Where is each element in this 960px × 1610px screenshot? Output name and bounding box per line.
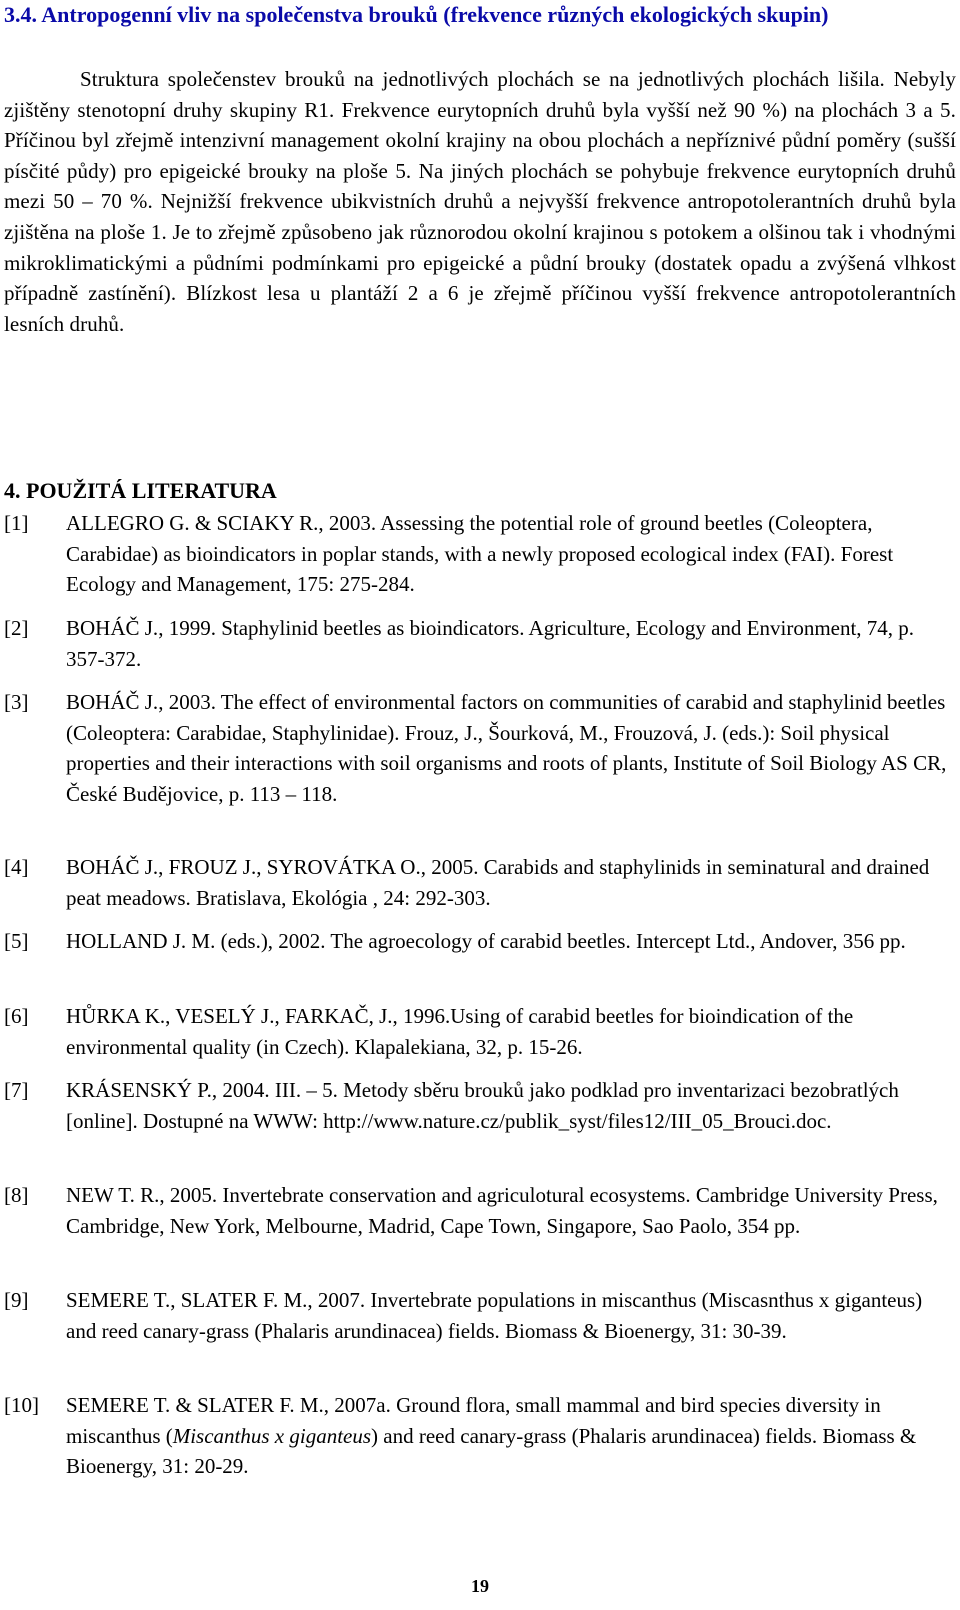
reference-number: [1]	[4, 511, 29, 535]
reference-number: [2]	[4, 616, 29, 640]
reference-text: , 2003. Assessing the potential role of ground beetles (Coleoptera, Carabidae) as bioindicators in poplar stands, with a newly proposed ecological index (FAI). Forest Ecology and Management, 175: 275-284.	[66, 511, 894, 597]
reference-number: [10]	[4, 1393, 39, 1417]
reference-text-end: ) and reed canary-grass (Phalaris arundinacea) fields. Biomass & Bioenergy, 31: 20-29.	[66, 1423, 917, 1479]
reference-5	[4, 926, 956, 957]
reference-number: [6]	[4, 1004, 29, 1028]
reference-text: , 2005. Carabids and staphylinids in seminatural and drained peat meadows. Bratislava, Ekológia , 24: 292-303.	[66, 855, 930, 910]
reference-1	[4, 508, 956, 600]
reference-authors: SEMERE T., SLATER F. M.	[66, 1288, 308, 1312]
reference-text: , 2004. III. – 5. Metody sběru brouků jako podklad pro inventarizaci bezobratlých [online]. Dostupné na WWW: http://www.nature.cz/publik_syst/files12/III_05_Brouci.doc.	[66, 1078, 899, 1133]
reference-authors: ALLEGRO G. & SCIAKY R.	[66, 511, 319, 535]
reference-number: [9]	[4, 1288, 29, 1312]
literature-heading: 4. POUŽITÁ LITERATURA	[4, 478, 277, 503]
reference-2	[4, 613, 956, 674]
reference-9	[4, 1285, 956, 1346]
reference-text: , 2005. Invertebrate conservation and agriculotural ecosystems. Cambridge University Press, Cambridge, New York, Melbourne, Madrid, Cape Town, Singapore, Sao Paolo, 354 pp.	[66, 1183, 938, 1238]
reference-authors: KRÁSENSKÝ P.	[66, 1078, 212, 1102]
reference-authors: SEMERE T. & SLATER F. M.	[66, 1393, 324, 1417]
reference-text: , 1999. Staphylinid beetles as bioindicators. Agriculture, Ecology and Environment, 74, p. 357-372.	[66, 616, 915, 671]
reference-number: [5]	[4, 929, 29, 953]
reference-10	[4, 1390, 956, 1482]
reference-authors: BOHÁČ J., FROUZ J., SYROVÁTKA O.	[66, 855, 421, 879]
reference-number: [7]	[4, 1078, 29, 1102]
section-heading: 3.4. Antropogenní vliv na společenstva brouků (frekvence různých ekologických skupin)	[4, 2, 829, 27]
reference-authors: BOHÁČ J.	[66, 690, 159, 714]
reference-number: [8]	[4, 1183, 29, 1207]
reference-8	[4, 1180, 956, 1241]
reference-text: , 2003. The effect of environmental factors on communities of carabid and staphylinid beetles (Coleoptera: Carabidae, Staphylinidae). Frouz, J., Šourková, M., Frouzová, J. (eds.): Soil physical properties and their interactions with soil organisms and roots of plants, Institute of Soil Biology AS CR, České Budějovice, p. 113 – 118.	[66, 690, 947, 806]
page-number: 19	[471, 1576, 489, 1596]
reference-authors: HOLLAND J. M.	[66, 929, 216, 953]
reference-authors: BOHÁČ J.	[66, 616, 159, 640]
reference-number: [3]	[4, 690, 29, 714]
reference-text: , 1996.Using of carabid beetles for bioindication of the environmental quality (in Czech). Klapalekiana, 32, p. 15-26.	[66, 1004, 854, 1059]
reference-italic-text: Miscanthus x giganteus	[172, 1423, 372, 1448]
reference-text: , 2007a. Ground flora, small mammal and bird species diversity in miscanthus (	[66, 1393, 881, 1448]
reference-7	[4, 1075, 956, 1136]
reference-text: (eds.), 2002. The agroecology of carabid beetles. Intercept Ltd., Andover, 356 pp.	[215, 929, 906, 953]
reference-6	[4, 1001, 956, 1062]
reference-number: [4]	[4, 855, 29, 879]
reference-text: , 2007. Invertebrate populations in miscanthus (Miscasnthus x giganteus) and reed canary-grass (Phalaris arundinacea) fields. Biomass & Bioenergy, 31: 30-39.	[66, 1288, 923, 1343]
reference-3	[4, 687, 956, 809]
reference-authors: HŮRKA K., VESELÝ J., FARKAČ, J.	[66, 1004, 393, 1028]
section-paragraph: Struktura společenstev brouků na jednotlivých plochách se na jednotlivých plochách lišila. Nebyly zjištěny stenotopní druhy skupiny R1. Frekvence eurytopních druhů byla vyšší než 90 %) na plochách 3 a 5. Příčinou byl zřejmě intenzivní management okolní krajiny na obou plochách a nepříznivé půdní poměry (sušší písčité půdy) pro epigeické brouky na ploše 5. Na jiných plochách se pohybuje frekvence eurytopních druhů mezi 50 – 70 %. Nejnižší frekvence ubikvistních druhů a nejvyšší frekvence antropotolerantních druhů byla zjištěna na ploše 1. Je to zřejmě způsobeno jak různorodou okolní krajinou s potokem a olšinou tak i vhodnými mikroklimatickými a půdními podmínkami pro epigeické a půdní brouky (dostatek opadu a zvýšená vlhkost případně zastínění). Blízkost lesa u plantáží 2 a 6 je zřejmě příčinou vyšší frekvence antropotolerantních lesních druhů.	[4, 67, 956, 336]
reference-4	[4, 852, 956, 913]
reference-authors: NEW T. R.	[66, 1183, 160, 1207]
